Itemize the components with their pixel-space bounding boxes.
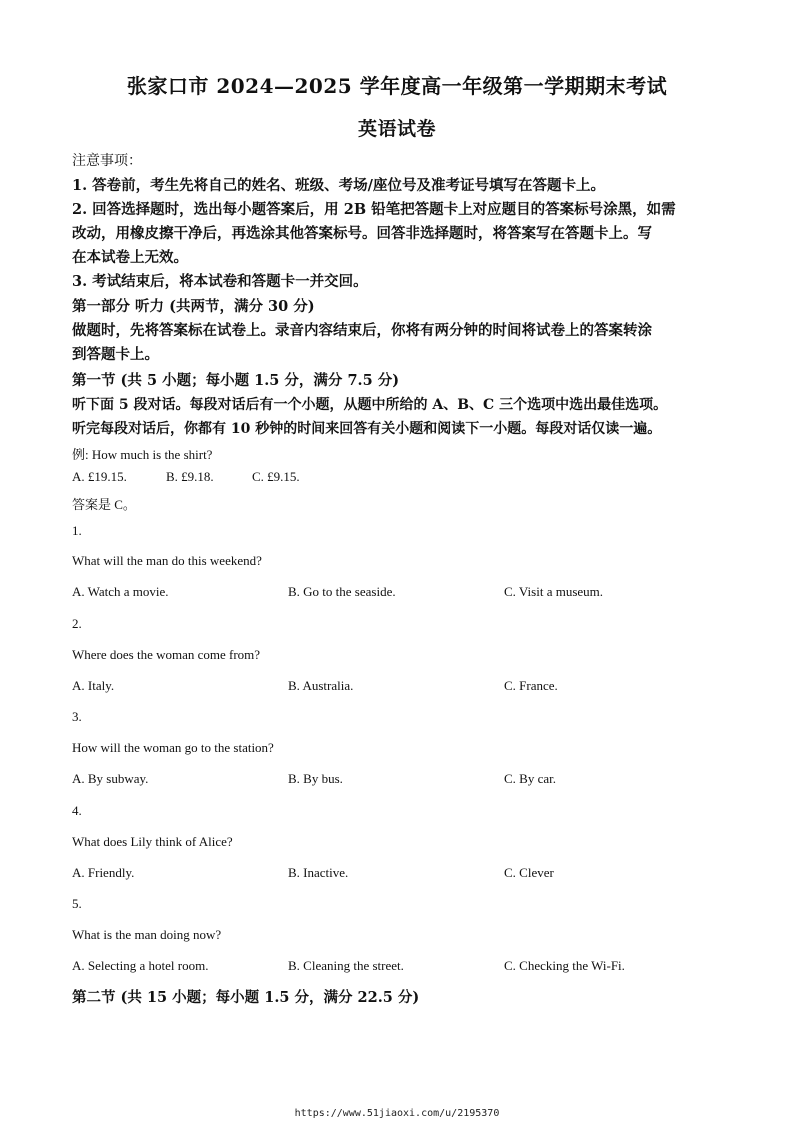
option-b: B. Australia. bbox=[288, 678, 354, 693]
notice-item-2-line-3: 在本试卷上无效。 bbox=[72, 249, 188, 266]
footer-watermark bbox=[0, 1108, 794, 1119]
notice-item-2-line-1: 2. 回答选择题时，选出每小题答案后，用 2B 铅笔把答题卡上对应题目的答案标号涂黑，如需 bbox=[72, 201, 676, 218]
example-option-a: A. £19.15. bbox=[72, 469, 127, 484]
part1-instruction-line-2: 到答题卡上。 bbox=[72, 346, 159, 363]
option-a: A. Friendly. bbox=[72, 865, 135, 880]
option-a: A. Italy. bbox=[72, 678, 115, 693]
exam-title: 张家口市 2024—2025 学年度高一年级第一学期期末考试 bbox=[126, 74, 668, 98]
section2-heading: 第二节 (共 15 小题；每小题 1.5 分，满分 22.5 分) bbox=[72, 989, 420, 1006]
question-text: What is the man doing now? bbox=[72, 927, 222, 942]
option-c: C. France. bbox=[504, 678, 558, 693]
option-a: A. Selecting a hotel room. bbox=[72, 958, 209, 973]
part1-heading: 第一部分 听力 (共两节，满分 30 分) bbox=[72, 298, 315, 315]
question-number: 4. bbox=[72, 803, 82, 818]
footer-url: https://www.51jiaoxi.com/u/2195370 bbox=[294, 1108, 500, 1119]
question-text: What does Lily think of Alice? bbox=[72, 834, 233, 849]
question-text: Where does the woman come from? bbox=[72, 647, 261, 662]
part1-instruction-line-1: 做题时，先将答案标在试卷上。录音内容结束后，你将有两分钟的时间将试卷上的答案转涂 bbox=[72, 322, 652, 339]
section1-instruction-line-1: 听下面 5 段对话。每段对话后有一个小题，从题中所给的 A、B、C 三个选项中选出最佳选项。 bbox=[72, 397, 668, 413]
option-b: B. Inactive. bbox=[288, 865, 349, 880]
example-option-b: B. £9.18. bbox=[166, 469, 214, 484]
notice-item-1: 1. 答卷前，考生先将自己的姓名、班级、考场/座位号及准考证号填写在答题卡上。 bbox=[72, 177, 605, 194]
question-text: How will the woman go to the station? bbox=[72, 740, 274, 755]
notice-item-2-line-2: 改动，用橡皮擦干净后，再选涂其他答案标号。回答非选择题时，将答案写在答题卡上。写 bbox=[72, 225, 652, 242]
exam-subtitle: 英语试卷 bbox=[357, 118, 436, 140]
question-number: 5. bbox=[72, 896, 82, 911]
question-number: 1. bbox=[72, 523, 82, 538]
example-answer: 答案是 C。 bbox=[72, 497, 136, 512]
question-text: What will the man do this weekend? bbox=[72, 553, 262, 568]
option-c: C. Checking the Wi-Fi. bbox=[504, 958, 625, 973]
option-b: B. Go to the seaside. bbox=[288, 584, 396, 599]
question-number: 2. bbox=[72, 616, 82, 631]
section1-heading: 第一节 (共 5 小题；每小题 1.5 分，满分 7.5 分) bbox=[72, 372, 400, 389]
option-a: A. Watch a movie. bbox=[72, 584, 169, 599]
example-option-c: C. £9.15. bbox=[252, 469, 300, 484]
notice-heading: 注意事项： bbox=[72, 153, 142, 169]
option-b: B. Cleaning the street. bbox=[288, 958, 404, 973]
option-c: C. Visit a museum. bbox=[504, 584, 604, 599]
section1-instruction-line-2: 听完每段对话后，你都有 10 秒钟的时间来回答有关小题和阅读下一小题。每段对话仅读一遍。 bbox=[72, 421, 662, 437]
notice-item-3: 3. 考试结束后，将本试卷和答题卡一并交回。 bbox=[72, 273, 368, 290]
question-number: 3. bbox=[72, 709, 82, 724]
option-c: C. Clever bbox=[504, 865, 554, 880]
option-b: B. By bus. bbox=[288, 771, 343, 786]
example-question: 例: How much is the shirt? bbox=[72, 447, 213, 462]
option-a: A. By subway. bbox=[72, 771, 149, 786]
option-c: C. By car. bbox=[504, 771, 556, 786]
